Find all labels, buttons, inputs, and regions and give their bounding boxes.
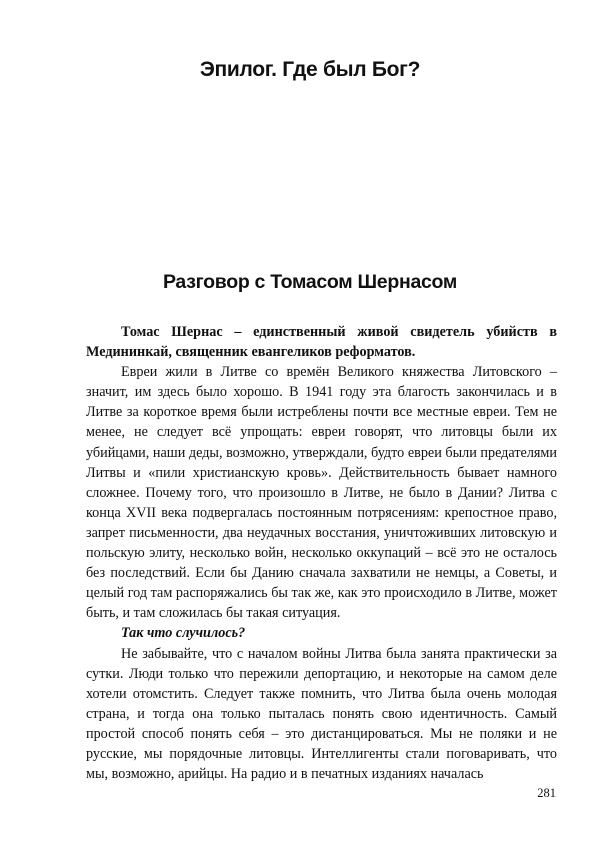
page-number: 281 bbox=[537, 786, 556, 800]
paragraph-2: Не забывайте, что с началом войны Литва была занята практически за сутки. Люди только что пережили депортацию, и некоторые на самом деле хотели отомстить. Следует также помнить, что Литва была очень молодая страна, и тогда она только пыталась понять свою идентичность. Самый простой способ понять себя – это дистанцироваться. Мы не поляки и не русские, мы порядочные литовцы. Интеллигенты стали поговаривать, что мы, возможно, арийцы. На радио и в печатных изданиях началась bbox=[86, 645, 557, 783]
paragraph-1: Евреи жили в Литве со времён Великого княжества Литовского – значит, им здесь было хорошо. В 1941 году эта благость закончилась и в Литве за короткое время были истреблены почти все местные евреи. Тем не менее, не следует всё упрощать: евреи говорят, что литовцы были их убийцами, наши деды, возможно, утверждали, будто евреи были предателями Литвы и «пили христианскую кровь». Действительность бывает намного сложнее. Почему того, что произошло в Литве, не было в Дании? Литва с конца XVII века подвергалась постоянным потрясениям: крепостное право, запрет письменности, два неудачных восстания, уничтоживших литовскую и польскую элиту, несколько войн, несколько оккупаций – всё это не осталось без последствий. Если бы Данию сначала захватили не немцы, а Советы, и целый год там распоряжались бы так же, как это происходило в Литве, может быть, и там сложилась бы такая ситуация. bbox=[86, 364, 557, 622]
chapter-title: Эпилог. Где был Бог? bbox=[199, 58, 421, 81]
section-title: Разговор с Томасом Шернасом bbox=[162, 271, 458, 293]
interview-question: Так что случилось? bbox=[121, 625, 246, 642]
intro-paragraph: Томас Шернас – единственный живой свидетель убийств в Медининкай, священник евангеликов реформатов. bbox=[86, 324, 557, 361]
body-text bbox=[86, 322, 557, 784]
